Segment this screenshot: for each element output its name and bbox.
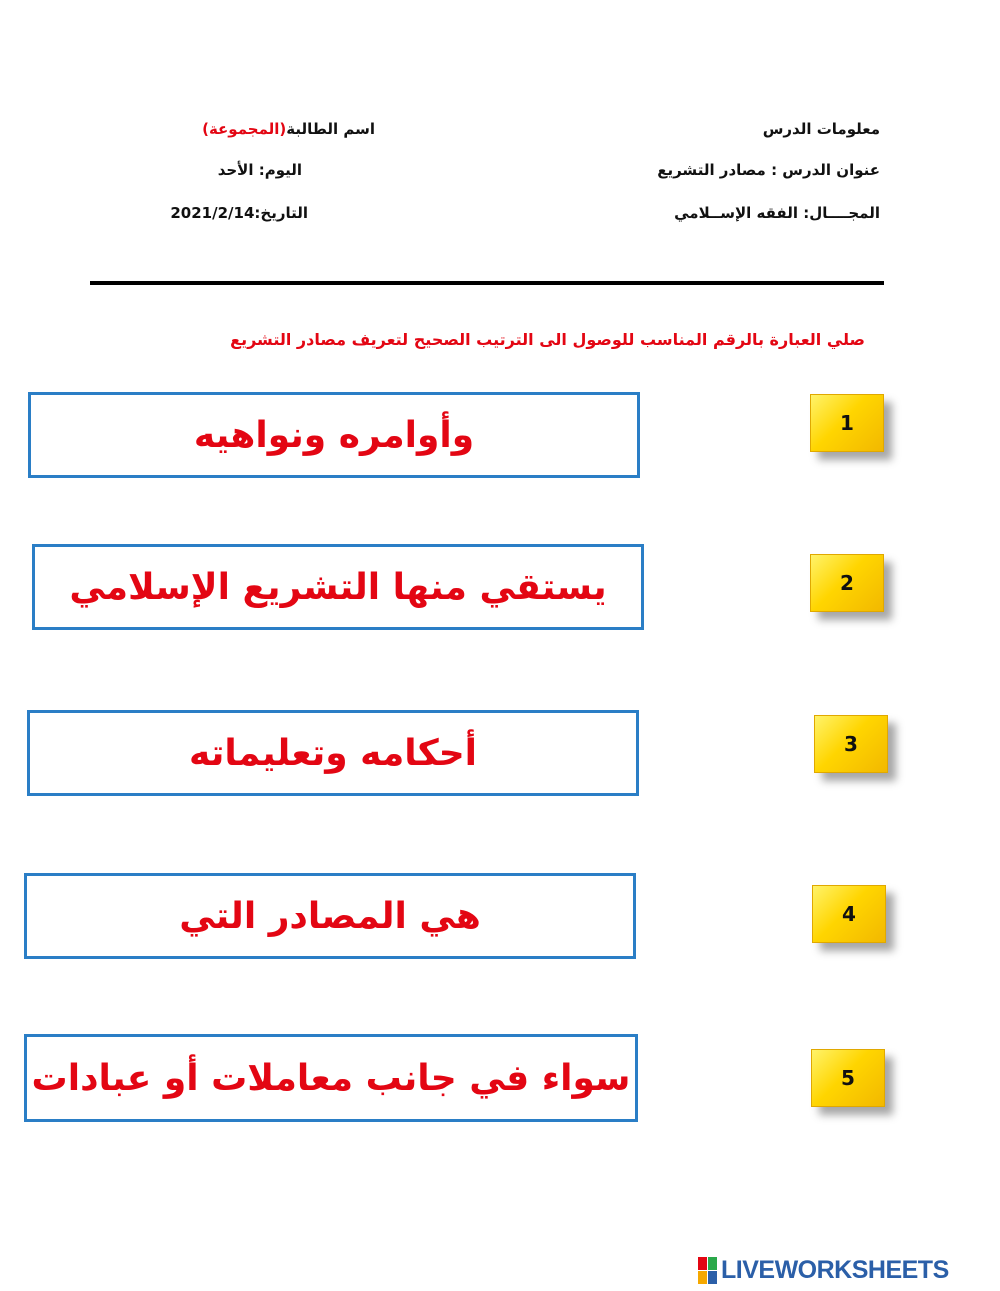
student-name-label: اسم الطالبة — [286, 120, 375, 138]
number-box-2[interactable]: 2 — [810, 554, 884, 612]
number-box-1[interactable]: 1 — [810, 394, 884, 452]
logo-mark-icon — [698, 1257, 717, 1284]
number-box-5[interactable]: 5 — [811, 1049, 885, 1107]
header-divider — [90, 281, 884, 285]
lesson-day: اليوم: الأحد — [217, 161, 302, 179]
logo-mark-cell — [698, 1271, 707, 1284]
phrase-box[interactable] — [27, 710, 639, 796]
student-name — [202, 120, 375, 138]
phrase-text: هي المصادر التي — [179, 895, 481, 937]
liveworksheets-logo — [698, 1255, 949, 1285]
lesson-date: التاريخ:2021/2/14 — [170, 204, 308, 222]
logo-text: LIVEWORKSHEETS — [721, 1255, 949, 1284]
phrase-text: وأوامره ونواهيه — [193, 414, 475, 456]
logo-mark-cell — [708, 1271, 717, 1284]
logo-mark-cell — [708, 1257, 717, 1270]
phrase-text: سواء في جانب معاملات أو عبادات — [31, 1057, 631, 1099]
number-box-3[interactable]: 3 — [814, 715, 888, 773]
logo-mark-cell — [698, 1257, 707, 1270]
phrase-box[interactable] — [24, 1034, 638, 1122]
phrase-text: يستقي منها التشريع الإسلامي — [69, 566, 607, 608]
number-box-4[interactable]: 4 — [812, 885, 886, 943]
phrase-text: أحكامه وتعليماته — [189, 732, 477, 774]
student-name-value: (المجموعة) — [202, 120, 287, 138]
phrase-box[interactable] — [24, 873, 636, 959]
phrase-box[interactable] — [28, 392, 640, 478]
lesson-info-heading: معلومات الدرس — [762, 120, 880, 138]
lesson-title: عنوان الدرس : مصادر التشريع — [657, 161, 880, 179]
instruction-text: صلي العبارة بالرقم المناسب للوصول الى الترتيب الصحيح لتعريف مصادر التشريع — [230, 330, 865, 349]
phrase-box[interactable] — [32, 544, 644, 630]
lesson-field: المجــــال: الفقه الإســلامي — [674, 204, 880, 222]
